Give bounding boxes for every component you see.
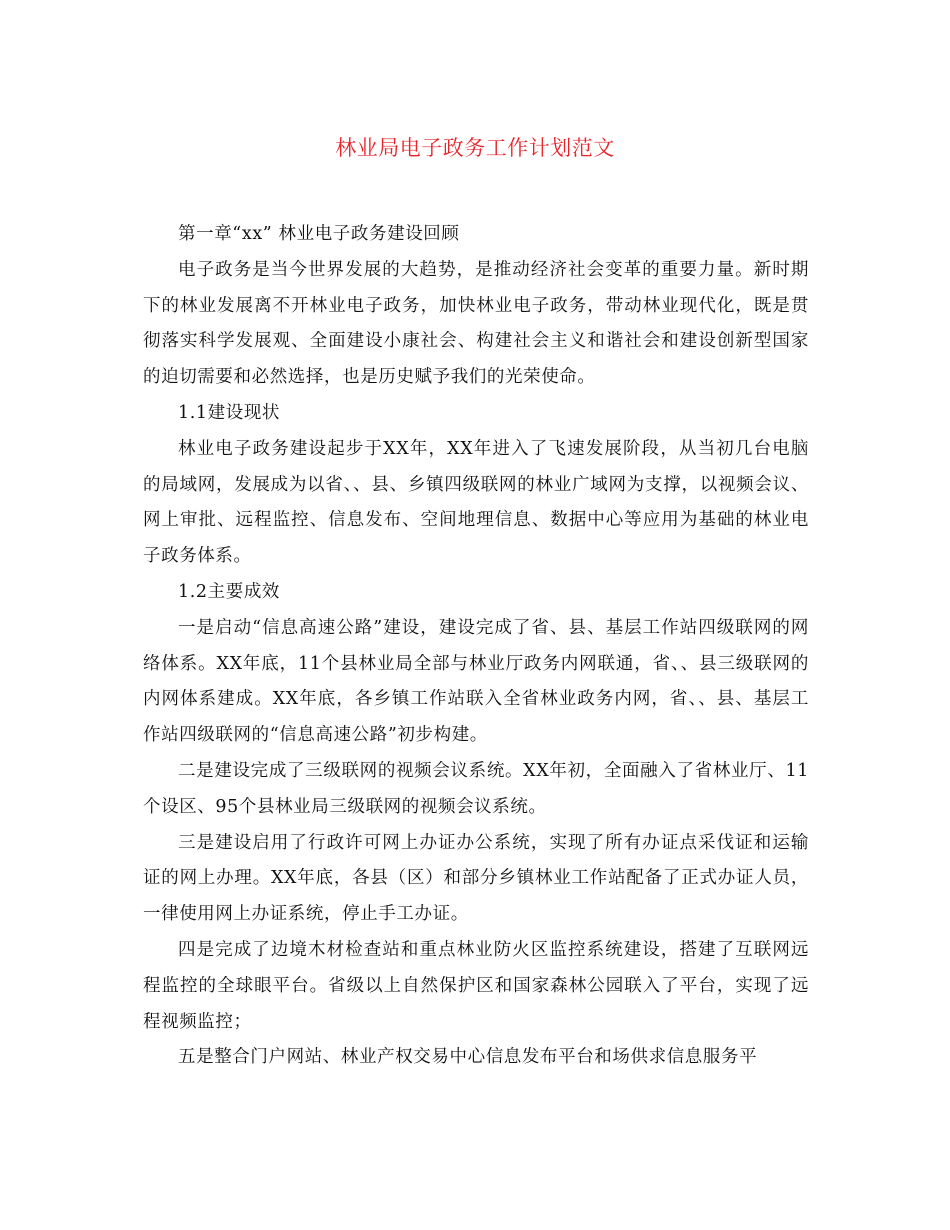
paragraph: 四是完成了边境木材检查站和重点林业防火区监控系统建设，搭建了互联网远程监控的全球眼平台。省级以上自然保护区和国家森林公园联入了平台，实现了远程视频监控； — [143, 939, 809, 1032]
paragraph: 三是建设启用了行政许可网上办证办公系统，实现了所有办证点采伐证和运输证的网上办理。XX年底，各县（区）和部分乡镇林业工作站配备了正式办证人员，一律使用网上办证系统，停止手工办证。 — [143, 832, 809, 925]
section-heading: 1.1建设现状 — [178, 402, 281, 423]
chapter-heading: 第一章“xx” 林业电子政务建设回顾 — [178, 224, 460, 244]
paragraph: 五是整合门户网站、林业产权交易中心信息发布平台和场供求信息服务平 — [178, 1047, 758, 1068]
section-heading: 1.2主要成效 — [178, 581, 281, 602]
paragraph: 电子政务是当今世界发展的大趋势，是推动经济社会变革的重要力量。新时期下的林业发展离不开林业电子政务，加快林业电子政务，带动林业现代化，既是贯彻落实科学发展观、全面建设小康社会、构建社会主义和谐社会和建设创新型国家的迫切需要和必然选择，也是历史赋予我们的光荣使命。 — [143, 259, 809, 388]
document-title: 林业局电子政务工作计划范文 — [335, 136, 615, 160]
paragraph: 林业电子政务建设起步于XX年，XX年进入了飞速发展阶段，从当初几台电脑的局域网，发展成为以省、、县、乡镇四级联网的林业广域网为支撑，以视频会议、网上审批、远程监控、信息发布、空间地理信息、数据中心等应用为基础的林业电子政务体系。 — [143, 438, 809, 567]
paragraph: 二是建设完成了三级联网的视频会议系统。XX年初，全面融入了省林业厅、11个设区、95个县林业局三级联网的视频会议系统。 — [143, 760, 809, 817]
document-body — [143, 217, 809, 1076]
paragraph: 一是启动“信息高速公路”建设，建设完成了省、县、基层工作站四级联网的网络体系。XX年底，11个县林业局全部与林业厅政务内网联通，省、、县三级联网的内网体系建成。XX年底，各乡镇工作站联入全省林业政务内网，省、、县、基层工作站四级联网的“信息高速公路”初步构建。 — [143, 617, 809, 746]
